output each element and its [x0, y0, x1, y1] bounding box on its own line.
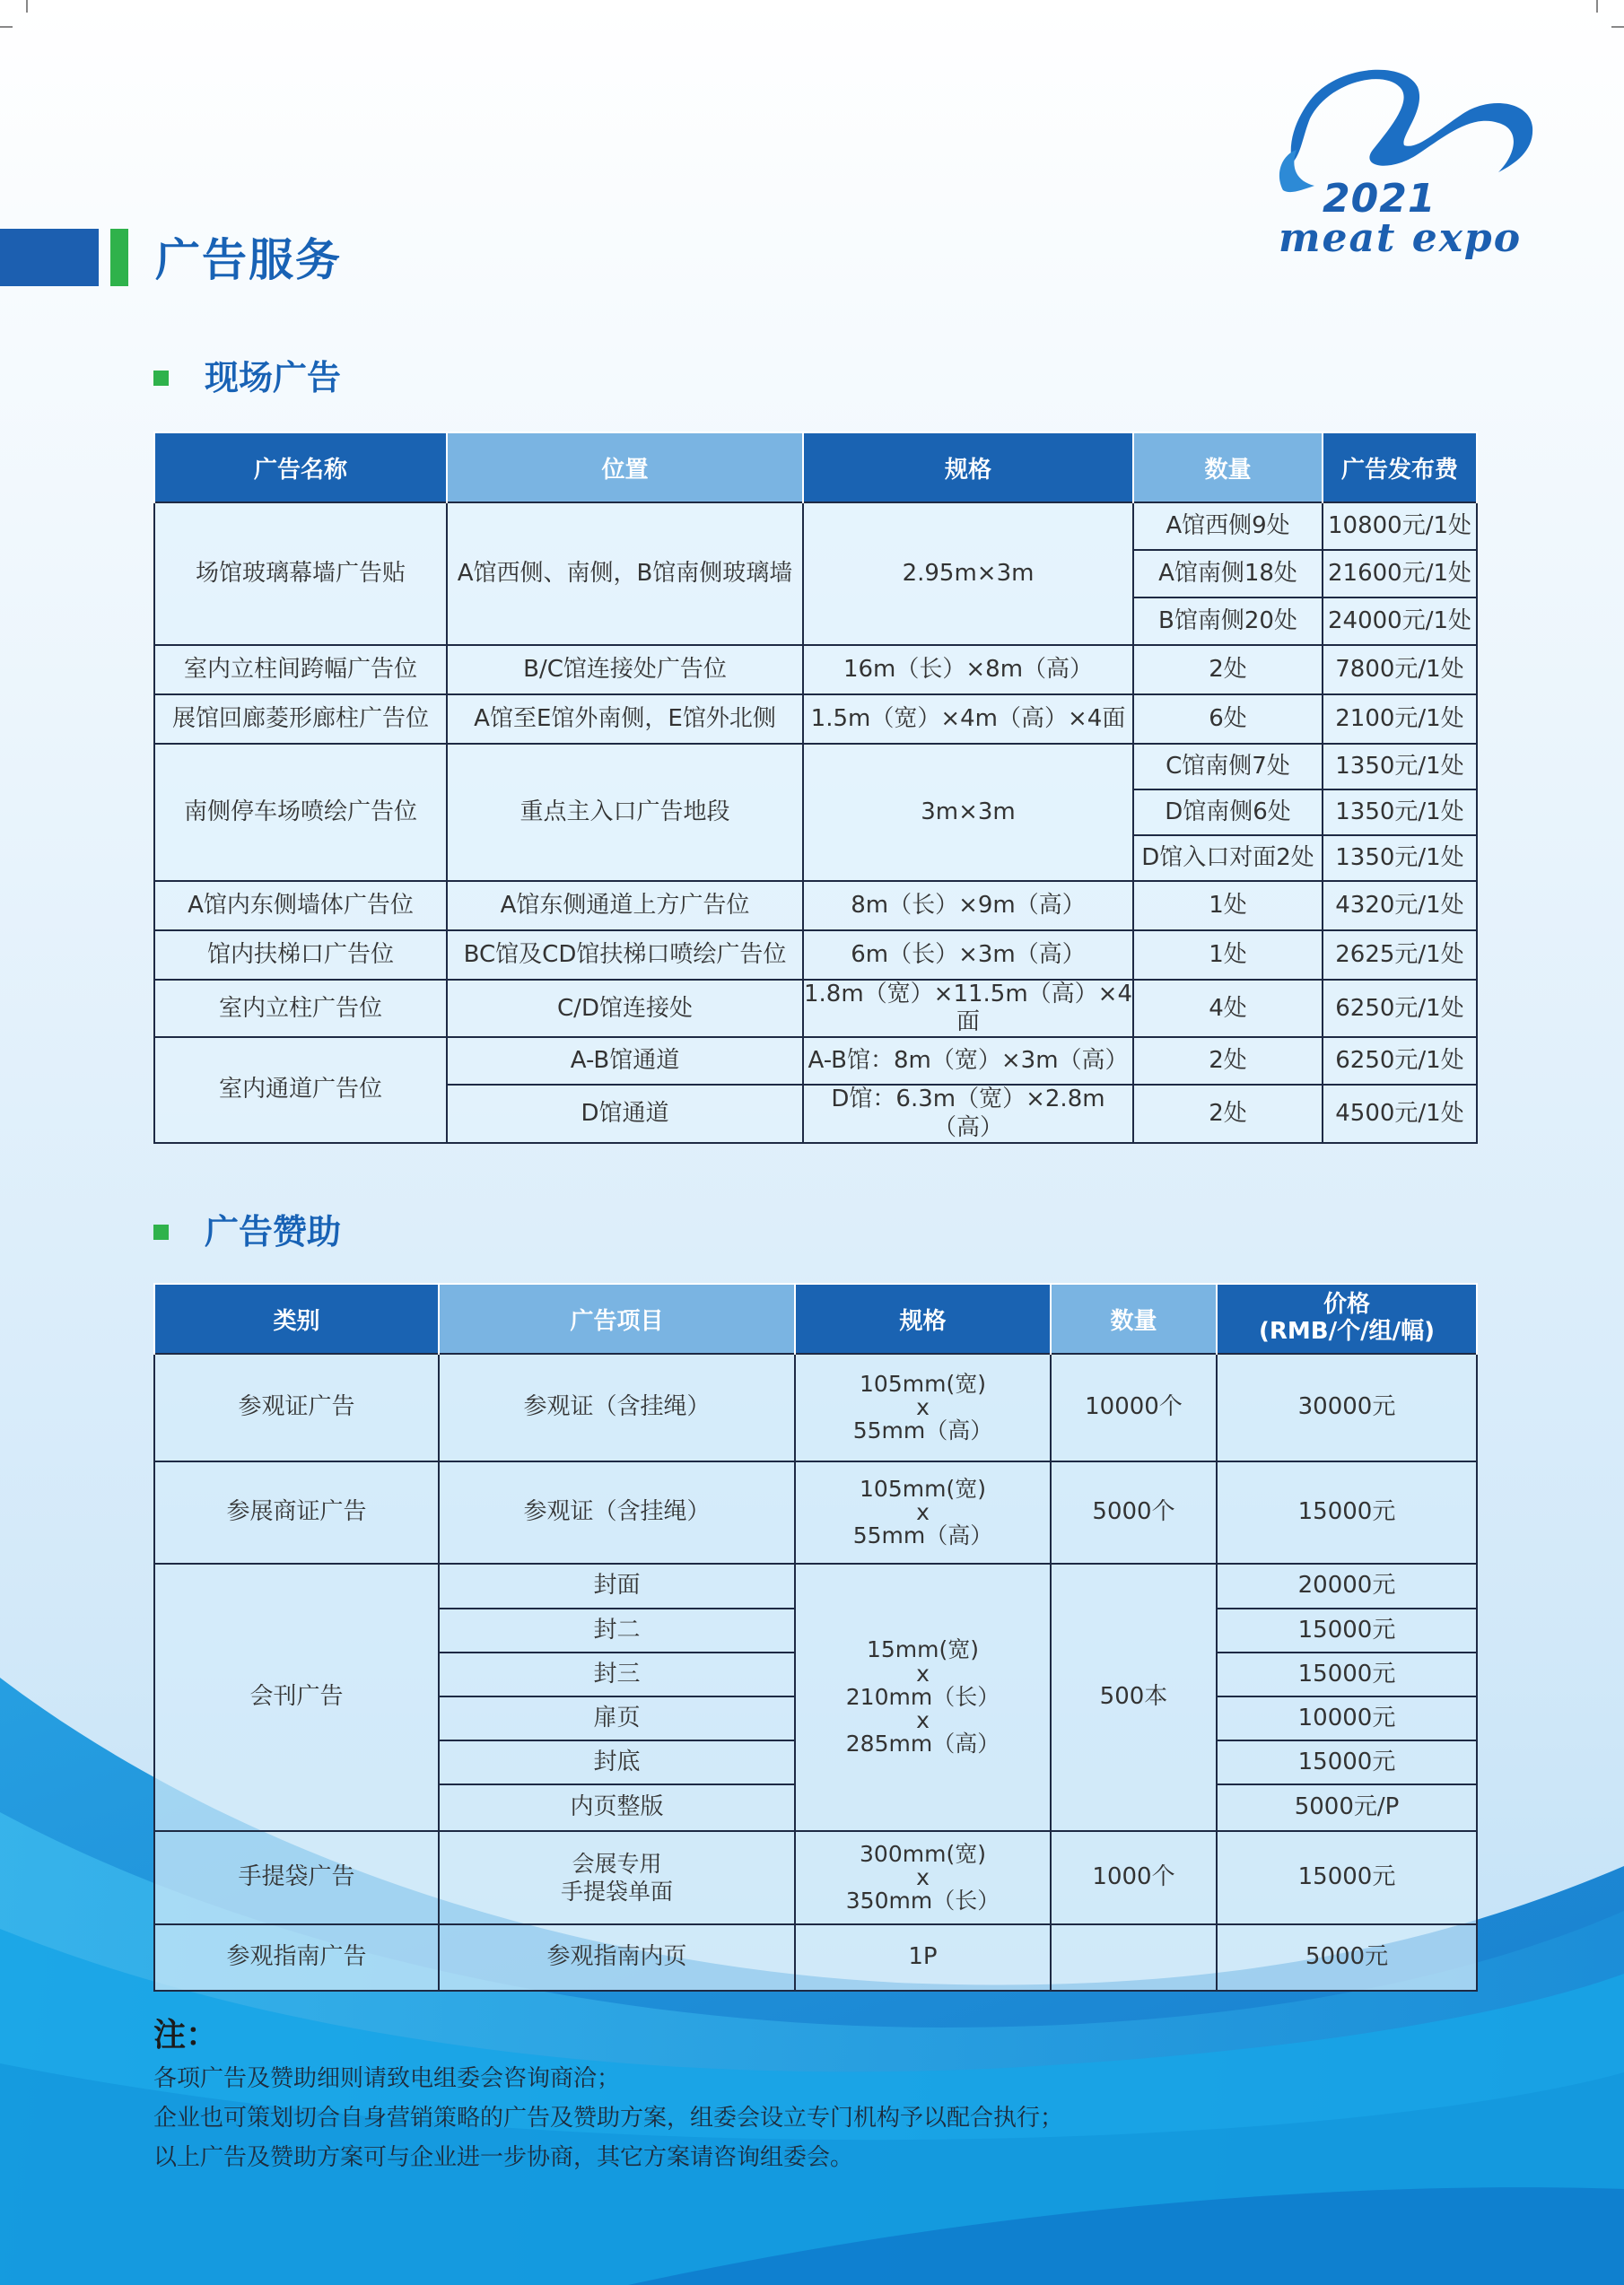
cell-item: 封底	[439, 1740, 795, 1784]
cell-fee: 6250元/1处	[1323, 980, 1477, 1037]
page-title: 广告服务	[155, 234, 342, 286]
cell-quantity: 5000个	[1051, 1461, 1217, 1564]
cell-price: 10000元	[1217, 1696, 1477, 1740]
cell-spec: 3m×3m	[803, 744, 1133, 881]
cell-item: 内页整版	[439, 1784, 795, 1831]
cell-location: 重点主入口广告地段	[447, 744, 803, 881]
section-marker-onsite	[153, 371, 169, 386]
spec-line: 55mm（高）	[852, 1522, 993, 1549]
cell-location: A馆西侧、南侧，B馆南侧玻璃墙	[447, 502, 803, 645]
cell-spec: 1.8m（宽）×11.5m（高）×4面	[803, 980, 1133, 1037]
cell-quantity: 6处	[1133, 694, 1323, 744]
cell-item: 参观证（含挂绳）	[439, 1461, 795, 1564]
cell-name: 南侧停车场喷绘广告位	[154, 744, 447, 881]
cell-name: 室内通道广告位	[154, 1037, 447, 1142]
cell-spec	[795, 1461, 1051, 1564]
spec-x: x	[916, 1498, 930, 1525]
cell-item: 封面	[439, 1564, 795, 1609]
section-title-onsite: 现场广告	[205, 358, 342, 397]
cell-quantity: D馆南侧6处	[1133, 789, 1323, 835]
cell-fee: 4500元/1处	[1323, 1085, 1477, 1142]
cell-fee: 7800元/1处	[1323, 645, 1477, 694]
col-header-spec: 规格	[795, 1284, 1051, 1354]
cell-quantity: 2处	[1133, 1037, 1323, 1085]
spec-x: x	[916, 1707, 930, 1734]
note-line: 各项广告及赞助细则请致电组委会咨询商洽；	[153, 2065, 621, 2092]
cell-spec: 16m（长）×8m（高）	[803, 645, 1133, 694]
cell-fee: 4320元/1处	[1323, 881, 1477, 930]
cell-fee: 2100元/1处	[1323, 694, 1477, 744]
cell-fee: 2625元/1处	[1323, 930, 1477, 980]
cell-quantity: 1000个	[1051, 1831, 1217, 1924]
spec-x: x	[916, 1660, 930, 1687]
section-marker-sponsor	[153, 1225, 169, 1240]
cell-category: 参观指南广告	[154, 1924, 439, 1991]
cell-quantity: 1处	[1133, 930, 1323, 980]
cell-quantity: 4处	[1133, 980, 1323, 1037]
section-title-sponsor: 广告赞助	[205, 1212, 342, 1252]
item-line: 会展专用	[572, 1850, 662, 1877]
spec-line: 105mm(宽)	[860, 1370, 986, 1397]
cell-item: 参观证（含挂绳）	[439, 1354, 795, 1461]
cell-name: 场馆玻璃幕墙广告贴	[154, 502, 447, 645]
cell-item: 扉页	[439, 1696, 795, 1740]
cell-spec: 2.95m×3m	[803, 502, 1133, 645]
cell-item: 参观指南内页	[439, 1924, 795, 1991]
cell-spec	[795, 1831, 1051, 1924]
cell-fee: 21600元/1处	[1323, 550, 1477, 597]
cell-location: A-B馆通道	[447, 1037, 803, 1085]
spec-line: 15mm(宽)	[866, 1636, 980, 1663]
cell-spec: 1.5m（宽）×4m（高）×4面	[803, 694, 1133, 744]
cell-quantity: A馆南侧18处	[1133, 550, 1323, 597]
cell-spec	[795, 1354, 1051, 1461]
cell-category: 会刊广告	[154, 1564, 439, 1831]
cell-price: 15000元	[1217, 1831, 1477, 1924]
cell-fee: 1350元/1处	[1323, 744, 1477, 789]
cell-quantity: B馆南侧20处	[1133, 597, 1323, 645]
cell-name: 室内立柱广告位	[154, 980, 447, 1037]
col-header-quantity: 数量	[1133, 432, 1323, 502]
cell-location: C/D馆连接处	[447, 980, 803, 1037]
spec-line: 285mm（高）	[845, 1731, 1000, 1757]
notes-title: 注：	[153, 2017, 219, 2054]
sponsor-ad-table	[153, 1283, 1478, 1992]
cell-price: 20000元	[1217, 1564, 1477, 1609]
cell-quantity: A馆西侧9处	[1133, 502, 1323, 550]
col-header-category: 类别	[154, 1284, 439, 1354]
cell-quantity: 1处	[1133, 881, 1323, 930]
cell-location: A馆至E馆外南侧，E馆外北侧	[447, 694, 803, 744]
cell-quantity: 10000个	[1051, 1354, 1217, 1461]
col-header-price	[1217, 1284, 1477, 1354]
cell-price: 30000元	[1217, 1354, 1477, 1461]
cell-category: 参观证广告	[154, 1354, 439, 1461]
cell-item	[439, 1831, 795, 1924]
cell-item: 封三	[439, 1653, 795, 1696]
col-header-ad-name: 广告名称	[154, 432, 447, 502]
col-header-spec: 规格	[803, 432, 1133, 502]
cell-location: D馆通道	[447, 1085, 803, 1142]
cell-location: BC馆及CD馆扶梯口喷绘广告位	[447, 930, 803, 980]
cell-price: 15000元	[1217, 1653, 1477, 1696]
cell-fee: 24000元/1处	[1323, 597, 1477, 645]
spec-x: x	[916, 1393, 930, 1420]
spec-line: 350mm（长）	[845, 1888, 1000, 1914]
logo-year: 2021	[1323, 176, 1436, 222]
cell-quantity: 2处	[1133, 645, 1323, 694]
spec-line: 105mm(宽)	[860, 1475, 986, 1502]
cell-spec: 8m（长）×9m（高）	[803, 881, 1133, 930]
col-header-quantity: 数量	[1051, 1284, 1217, 1354]
note-line: 以上广告及赞助方案可与企业进一步协商，其它方案请咨询组委会。	[153, 2144, 854, 2171]
header-blue-bar	[0, 229, 99, 286]
spec-line: 300mm(宽)	[860, 1840, 986, 1867]
cell-spec	[795, 1564, 1051, 1831]
cell-category: 手提袋广告	[154, 1831, 439, 1924]
col-header-ad-item: 广告项目	[439, 1284, 795, 1354]
spec-x: x	[916, 1863, 930, 1890]
header-green-bar	[110, 229, 128, 286]
price-header-unit: (RMB/个/组/幅)	[1259, 1318, 1435, 1345]
cell-name: A馆内东侧墙体广告位	[154, 881, 447, 930]
cell-spec: A-B馆：8m（宽）×3m（高）	[803, 1037, 1133, 1085]
cell-location: A馆东侧通道上方广告位	[447, 881, 803, 930]
cell-category: 参展商证广告	[154, 1461, 439, 1564]
price-header-label: 价格	[1323, 1291, 1370, 1319]
cell-name: 馆内扶梯口广告位	[154, 930, 447, 980]
cell-name: 展馆回廊菱形廊柱广告位	[154, 694, 447, 744]
col-header-fee: 广告发布费	[1323, 432, 1477, 502]
cell-price: 15000元	[1217, 1609, 1477, 1653]
cell-spec: D馆：6.3m（宽）×2.8m（高）	[803, 1085, 1133, 1142]
onsite-ad-table	[153, 432, 1478, 1144]
item-line: 手提袋单面	[560, 1879, 673, 1905]
cell-fee: 1350元/1处	[1323, 789, 1477, 835]
cell-spec: 6m（长）×3m（高）	[803, 930, 1133, 980]
cell-location: B/C馆连接处广告位	[447, 645, 803, 694]
spec-line: 210mm（长）	[845, 1683, 1000, 1710]
cell-quantity: C馆南侧7处	[1133, 744, 1323, 789]
cell-fee: 6250元/1处	[1323, 1037, 1477, 1085]
cell-spec: 1P	[795, 1924, 1051, 1991]
cell-item: 封二	[439, 1609, 795, 1653]
note-line: 企业也可策划切合自身营销策略的广告及赞助方案，组委会设立专门机构予以配合执行；	[153, 2105, 1064, 2132]
cell-price: 15000元	[1217, 1461, 1477, 1564]
col-header-location: 位置	[447, 432, 803, 502]
spec-line: 55mm（高）	[852, 1417, 993, 1444]
cell-price: 5000元	[1217, 1924, 1477, 1991]
cell-quantity: 500本	[1051, 1564, 1217, 1831]
cell-price: 5000元/P	[1217, 1784, 1477, 1831]
cell-name: 室内立柱间跨幅广告位	[154, 645, 447, 694]
cell-quantity	[1051, 1924, 1217, 1991]
logo-text: meat expo	[1279, 215, 1523, 261]
cell-quantity: D馆入口对面2处	[1133, 835, 1323, 881]
cell-quantity: 2处	[1133, 1085, 1323, 1142]
cell-price: 15000元	[1217, 1740, 1477, 1784]
cell-fee: 1350元/1处	[1323, 835, 1477, 881]
cell-fee: 10800元/1处	[1323, 502, 1477, 550]
